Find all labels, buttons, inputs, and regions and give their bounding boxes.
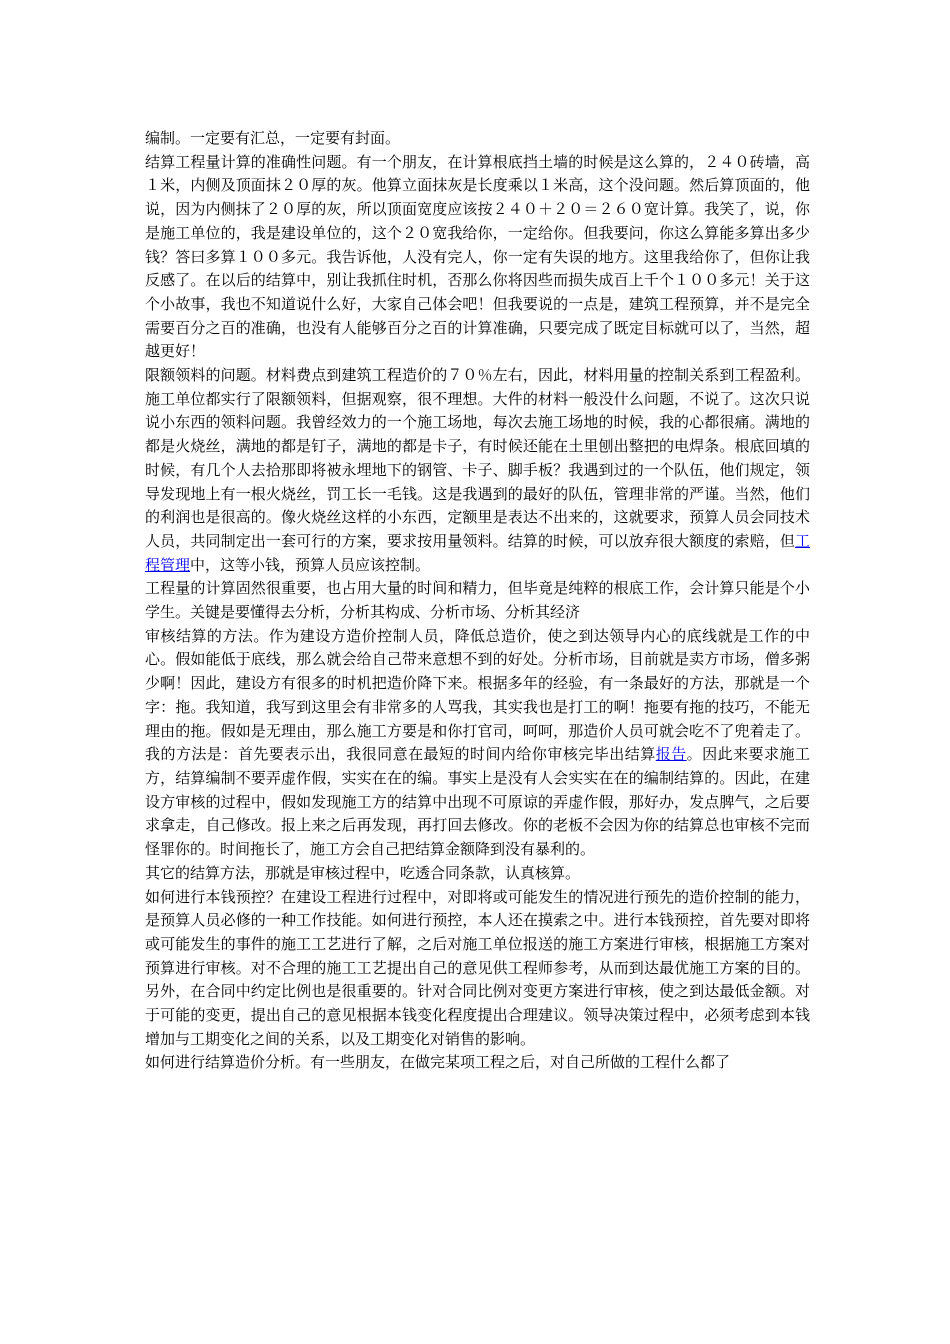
paragraph-4-text: 工程量的计算固然很重要，也占用大量的时间和精力，但毕竟是纯粹的根底工作，会计算只能是个小学生。关键是要懂得去分析，分析其构成、分析市场、分析其经济 [145,579,810,622]
paragraph-5 [145,625,810,862]
paragraph-6 [145,862,810,886]
paragraph-2-text: 结算工程量计算的准确性问题。有一个朋友，在计算根底挡土墙的时候是这么算的，２４０砖墙，高１米，内侧及顶面抹２０厚的灰。他算立面抹灰是长度乘以１米高，这个没问题。然后算顶面的，他说，因为内侧抹了２０厚的灰，所以顶面宽度应该按２４０＋２０＝２６０宽计算。我笑了，说，你是施工单位的，我是建设单位的，这个２０宽我给你，一定给你。但我要问，你这么算能多算出多少钱？答曰多算１００多元。我告诉他，人没有完人，你一定有失误的地方。这里我给你了，但你让我反感了。在以后的结算中，别让我抓住时机，否那么你将因些而损失成百上千个１００多元！关于这个小故事，我也不知道说什么好，大家自己体会吧！但我要说的一点是，建筑工程预算，并不是完全需要百分之百的准确，也没有人能够百分之百的计算准确，只要完成了既定目标就可以了，当然，超越更好！ [145,152,810,361]
paragraph-8 [145,1051,810,1075]
paragraph-2 [145,151,810,364]
paragraph-3 [145,364,810,577]
paragraph-4 [145,577,810,624]
paragraph-3-text-after: 中，这等小钱，预算人员应该控制。 [190,555,431,574]
paragraph-5-text-before: 审核结算的方法。作为建设方造价控制人员，降低总造价，使之到达领导内心的底线就是工作的中心。假如能低于底线，那么就会给自己带来意想不到的好处。分析市场，目前就是卖方市场，僧多粥少啊！因此，建设方有很多的时机把造价降下来。根据多年的经验，有一条最好的方法，那就是一个字：拖。我知道，我写到这里会有非常多的人骂我，其实我也是打工的啊！拖要有拖的技巧，不能无理由的拖。假如是无理由，那么施工方要是和你打官司，呵呵，那造价人员可就会吃不了兜着走了。我的方法是：首先要表示出，我很同意在最短的时间内给你审核完毕出结算 [145,626,810,764]
paragraph-7-text: 如何进行本钱预控？在建设工程进行过程中，对即将或可能发生的情况进行预先的造价控制的能力，是预算人员必修的一种工作技能。如何进行预控，本人还在摸索之中。进行本钱预控，首先要对即将或可能发生的事件的施工工艺进行了解，之后对施工单位报送的施工方案进行审核，根据施工方案对预算进行审核。对不合理的施工工艺提出自己的意见供工程师参考，从而到达最优施工方案的目的。另外，在合同中约定比例也是很重要的。针对合同比例对变更方案进行审核，使之到达最低金额。对于可能的变更，提出自己的意见根据本钱变化程度提出合理建议。领导决策过程中，必须考虑到本钱增加与工期变化之间的关系，以及工期变化对销售的影响。 [145,887,810,1048]
paragraph-8-text: 如何进行结算造价分析。有一些朋友，在做完某项工程之后，对自己所做的工程什么都了 [145,1053,731,1072]
paragraph-1-text: 编制。一定要有汇总，一定要有封面。 [145,129,401,147]
paragraph-7 [145,886,810,1052]
paragraph-1 [145,127,810,151]
paragraph-3-text-before: 限额领料的问题。材料费点到建筑工程造价的７０％左右，因此，材料用量的控制关系到工程盈利。施工单位都实行了限额领料，但据观察，很不理想。大件的材料一般没什么问题，不说了。这次只说说小东西的领料问题。我曾经效力的一个施工场地，每次去施工场地的时候，我的心都很痛。满地的都是火烧丝，满地的都是钉子，满地的都是卡子，有时候还能在土里刨出整把的电焊条。根底回填的时候，有几个人去拾那即将被永埋地下的钢管、卡子、脚手板？我遇到过的一个队伍，他们规定，领导发现地上有一根火烧丝，罚工长一毛钱。这是我遇到的最好的队伍，管理非常的严谨。当然，他们的利润也是很高的。像火烧丝这样的小东西，定额里是表达不出来的，这就要求，预算人员会同技术人员，共同制定出一套可行的方案，要求按用量领料。结算的时候，可以放弃很大额度的索赔，但 [145,366,810,550]
paragraph-6-text: 其它的结算方法，那就是审核过程中，吃透合同条款，认真核算。 [145,863,581,882]
engineering-management-link[interactable]: 工程管理 [145,531,810,574]
document-page [145,127,810,1075]
paragraph-5-text-after: 。因此来要求施工方，结算编制不要弄虚作假，实实在在的编。事实上是没有人会实实在在的编制结算的。因此，在建设方审核的过程中，假如发现施工方的结算中出现不可原谅的弄虚作假，那好办，发点脾气，之后要求拿走，自己修改。报上来之后再发现，再打回去修改。你的老板不会因为你的结算总也审核不完而怪罪你的。时间拖长了，施工方会自己把结算金额降到没有暴利的。 [145,745,810,859]
report-link[interactable]: 报告 [655,745,687,764]
